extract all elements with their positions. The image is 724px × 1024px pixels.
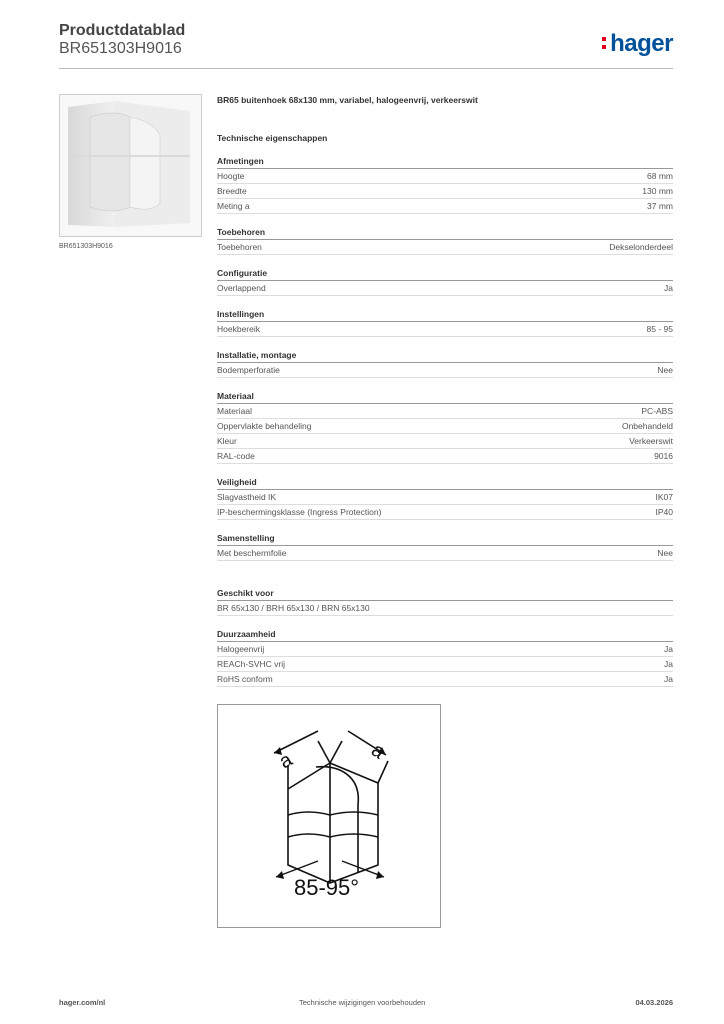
spec-value: Dekselonderdeel: [609, 242, 673, 252]
spec-value: 68 mm: [647, 171, 673, 181]
spec-label: Toebehoren: [217, 242, 262, 252]
spec-row: [217, 322, 673, 337]
spec-row: [217, 434, 673, 449]
product-description: BR65 buitenhoek 68x130 mm, variabel, halogeenvrij, verkeerswit: [217, 95, 478, 105]
dimension-label-left: a: [275, 748, 297, 774]
spec-row: [217, 505, 673, 520]
section-title: Samenstelling: [217, 530, 673, 546]
section-title: Toebehoren: [217, 224, 673, 240]
spec-label: RAL-code: [217, 451, 255, 461]
spec-row: [217, 169, 673, 184]
spec-label: Kleur: [217, 436, 237, 446]
spec-value: 85 - 95: [646, 324, 673, 334]
document-title: Productdatablad: [59, 22, 186, 39]
sustainability-rows: [217, 642, 673, 687]
spec-label: Met beschermfolie: [217, 548, 287, 558]
specs-title: Technische eigenschappen: [217, 133, 328, 143]
spec-value: Ja: [664, 659, 673, 669]
image-caption: BR651303H9016: [59, 243, 113, 250]
spec-row: [217, 672, 673, 687]
spec-row: [217, 199, 673, 214]
footer-website-link[interactable]: hager.com/nl: [59, 998, 106, 1007]
section-title: Instellingen: [217, 306, 673, 322]
spec-label: REACh-SVHC vrij: [217, 659, 286, 669]
logo-text: hager: [610, 30, 673, 57]
spec-value: IP40: [655, 507, 673, 517]
spec-value: IK07: [655, 492, 673, 502]
spec-value: Verkeerswit: [629, 436, 673, 446]
spec-value: 130 mm: [642, 186, 673, 196]
sustainability-title: Duurzaamheid: [217, 626, 673, 642]
spec-row: [217, 546, 673, 561]
spec-label: Oppervlakte behandeling: [217, 421, 312, 431]
section-title: Afmetingen: [217, 153, 673, 169]
spec-value: Nee: [657, 365, 673, 375]
spec-value: Ja: [664, 283, 673, 293]
spec-row: [217, 363, 673, 378]
spec-label: Meting a: [217, 201, 250, 211]
spec-label: Hoogte: [217, 171, 245, 181]
spec-value: 37 mm: [647, 201, 673, 211]
spec-row: [217, 419, 673, 434]
spec-label: Overlappend: [217, 283, 266, 293]
spec-row: [217, 184, 673, 199]
spec-row: [217, 281, 673, 296]
spec-row: [217, 490, 673, 505]
corner-duct-image: [60, 95, 201, 236]
logo-dots-icon: [602, 35, 608, 51]
spec-value: Nee: [657, 548, 673, 558]
spec-value: PC-ABS: [641, 406, 673, 416]
hager-logo: [602, 30, 673, 58]
spec-row: [217, 404, 673, 419]
spec-label: Hoekbereik: [217, 324, 260, 334]
section-title: Materiaal: [217, 388, 673, 404]
section-title: Installatie, montage: [217, 347, 673, 363]
suitable-text: BR 65x130 / BRH 65x130 / BRN 65x130: [217, 603, 370, 613]
spec-label: Materiaal: [217, 406, 252, 416]
spec-label: Halogeenvrij: [217, 644, 265, 654]
spec-content: [217, 95, 673, 727]
spec-label: Bodemperforatie: [217, 365, 280, 375]
suitable-row: [217, 601, 673, 616]
footer-date: 04.03.2026: [635, 998, 673, 1007]
corner-drawing: [218, 705, 440, 927]
spec-value: 9016: [654, 451, 673, 461]
spec-value: Ja: [664, 674, 673, 684]
header-divider: [59, 68, 673, 69]
spec-value: Onbehandeld: [621, 421, 673, 431]
spec-row: [217, 642, 673, 657]
spec-label: RoHS conform: [217, 674, 273, 684]
technical-drawing: [217, 704, 441, 928]
section-title: Configuratie: [217, 265, 673, 281]
spec-value: Ja: [664, 644, 673, 654]
product-photo: [59, 94, 202, 237]
page-header: [59, 22, 673, 68]
spec-row: [217, 449, 673, 464]
spec-row: [217, 657, 673, 672]
spec-sections: [217, 153, 673, 561]
angle-label: 85-95°: [294, 875, 360, 900]
footer-disclaimer: Technische wijzigingen voorbehouden: [299, 998, 426, 1007]
spec-label: Breedte: [217, 186, 247, 196]
spec-row: [217, 240, 673, 255]
section-title: Veiligheid: [217, 474, 673, 490]
dimension-label-right: a: [367, 739, 389, 764]
suitable-title: Geschikt voor: [217, 585, 673, 601]
spec-label: IP-beschermingsklasse (Ingress Protection): [217, 507, 382, 517]
spec-label: Slagvastheid IK: [217, 492, 277, 502]
product-code: BR651303H9016: [59, 40, 182, 57]
